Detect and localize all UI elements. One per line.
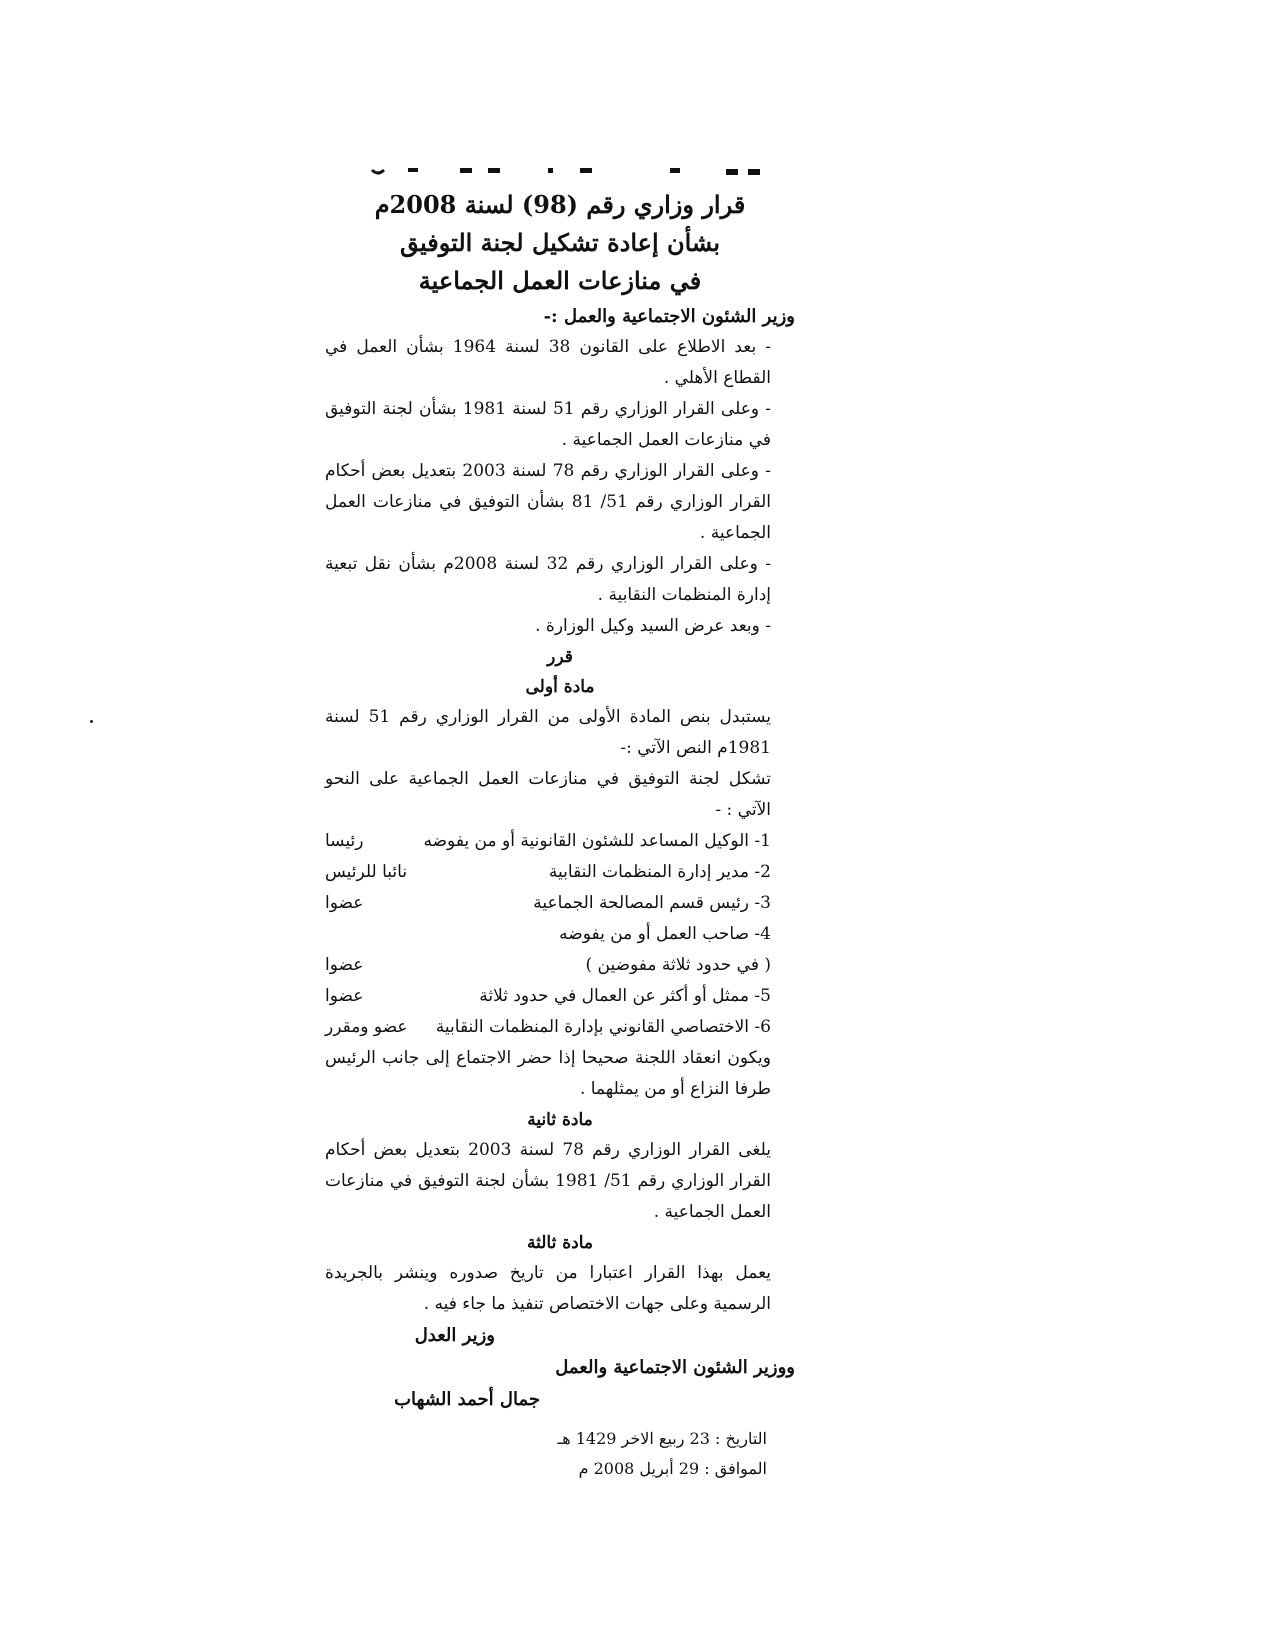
preamble-item: - بعد الاطلاع على القانون 38 لسنة 1964 بشأن العمل في القطاع الأهلي . [325, 337, 771, 388]
scan-dot [90, 720, 93, 723]
scan-artifact-marks [370, 164, 770, 178]
committee-member-row [325, 857, 795, 888]
preamble-item: - وعلى القرار الوزاري رقم 78 لسنة 2003 بتعديل بعض أحكام القرار الوزاري رقم 51/ 81 بشأن التوفيق في منازعات العمل الجماعية . [325, 461, 772, 543]
signature-title-1: وزير العدل [414, 1325, 495, 1346]
article-1-quorum: ويكون انعقاد اللجنة صحيحا إذا حضر الاجتماع إلى جانب الرئيس طرفا النزاع أو من يمثلهما . [325, 1048, 771, 1099]
decree-body [325, 186, 795, 1484]
committee-member-row [325, 1012, 795, 1043]
title-line-2: بشأن إعادة تشكيل لجنة التوفيق [399, 228, 721, 257]
preamble-item: - وعلى القرار الوزاري رقم 51 لسنة 1981 بشأن لجنة التوفيق في منازعات العمل الجماعية . [325, 399, 771, 450]
committee-member-row [325, 981, 795, 1012]
member-position: رئيسا [325, 831, 364, 851]
article-1-formation: تشكل لجنة التوفيق في منازعات العمل الجماعية على النحو الآتي : - [325, 769, 771, 820]
member-role: 3- رئيس قسم المصالحة الجماعية [533, 893, 771, 913]
decree-title [325, 186, 795, 300]
member-position: عضوا [325, 986, 364, 1006]
committee-member-row [325, 919, 795, 950]
member-role: 2- مدير إدارة المنظمات النقابية [548, 862, 771, 882]
date-gregorian: الموافق : 29 أبريل 2008 م [578, 1459, 767, 1478]
member-position: عضوا [325, 893, 364, 913]
member-position: عضوا [325, 955, 364, 975]
member-role: 4- صاحب العمل أو من يفوضه [559, 924, 771, 944]
signatory-name: جمال أحمد الشهاب [394, 1389, 540, 1410]
preamble-item: - وعلى القرار الوزاري رقم 32 لسنة 2008م بشأن نقل تبعية إدارة المنظمات النقابية . [325, 554, 772, 605]
addressee: وزير الشئون الاجتماعية والعمل :- [543, 306, 795, 327]
article-1-heading: مادة أولى [525, 677, 595, 697]
member-role: 6- الاختصاصي القانوني بإدارة المنظمات النقابية [435, 1017, 771, 1037]
signature-title-2: ووزير الشئون الاجتماعية والعمل [555, 1357, 795, 1378]
member-role: 5- ممثل أو أكثر عن العمال في حدود ثلاثة [479, 986, 771, 1006]
article-2-text: يلغى القرار الوزاري رقم 78 لسنة 2003 بتعديل بعض أحكام القرار الوزاري رقم 51/ 1981 بشأن لجنة التوفيق في منازعات العمل الجماعية . [325, 1140, 771, 1222]
article-1-intro: يستبدل بنص المادة الأولى من القرار الوزاري رقم 51 لسنة 1981م النص الآتي :- [325, 707, 771, 758]
article-3-text: يعمل بهذا القرار اعتبارا من تاريخ صدوره وينشر بالجريدة الرسمية وعلى جهات الاختصاص تنفيذ ما جاء فيه . [325, 1263, 771, 1314]
committee-member-row [325, 888, 795, 919]
member-role: 1- الوكيل المساعد للشئون القانونية أو من يفوضه [423, 831, 771, 851]
committee-member-row [325, 826, 795, 857]
preamble-item: - وبعد عرض السيد وكيل الوزارة . [535, 616, 771, 636]
title-line-3: في منازعات العمل الجماعية [418, 266, 702, 295]
committee-member-row [325, 950, 795, 981]
date-hijri: التاريخ : 23 ربيع الاخر 1429 هـ [557, 1429, 767, 1448]
article-2-heading: مادة ثانية [527, 1110, 593, 1130]
article-3-heading: مادة ثالثة [526, 1233, 594, 1253]
member-role: ( في حدود ثلاثة مفوضين ) [585, 955, 771, 975]
decided-heading: قرر [547, 647, 573, 667]
title-line-1: قرار وزاري رقم (98) لسنة 2008م [374, 190, 746, 219]
member-position: عضو ومقرر [325, 1017, 408, 1037]
member-position: نائبا للرئيس [325, 862, 408, 882]
